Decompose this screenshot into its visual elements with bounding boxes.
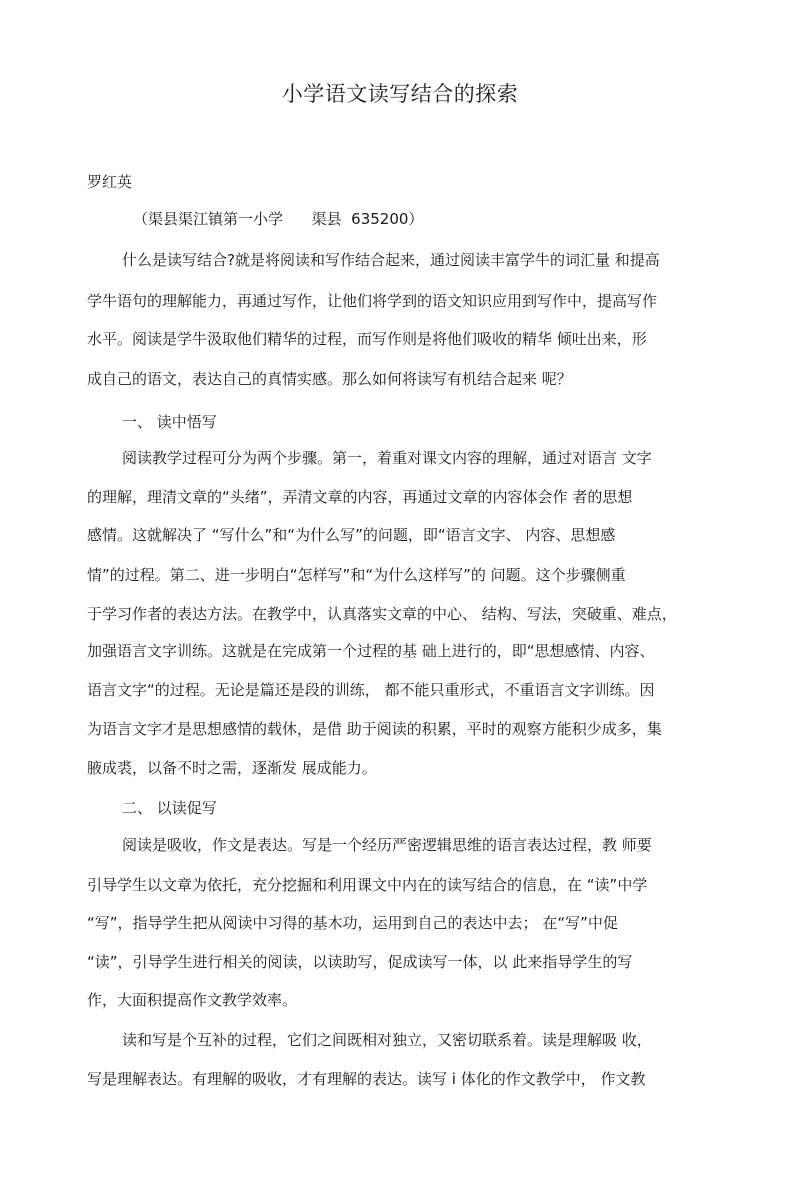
body-line: 加强语言文字训练。这就是在完成第一个过程的基 础上进行的，即“思想感情、内容、 bbox=[87, 642, 655, 660]
body-line: 感情。这就解决了 “写什么”和“为什么写”的问题，即“语言文字、 内容、思想感 bbox=[87, 526, 616, 544]
section-heading: 二、 以读促写 bbox=[122, 799, 217, 817]
body-line: 语言文字“的过程。无论是篇还是段的训练， 都不能只重形式，不重语言文字训练。因 bbox=[87, 681, 655, 699]
body-line: 作，大面积提高作文教学效率。 bbox=[87, 991, 298, 1009]
body-line: “读”，引导学生进行相关的阅读，以读助写，促成读写一体，以 此来指导学生的写 bbox=[87, 953, 633, 971]
body-line: 写是理解表达。有理解的吸收，才有理解的表达。读写 i 体化的作文教学中， 作文教 bbox=[87, 1070, 646, 1088]
section-heading: 一、 读中悟写 bbox=[122, 413, 217, 431]
body-line: 为语言文字才是思想感情的载休，是借 助于阅读的积累，平时的观察方能积少成多，集 bbox=[87, 720, 662, 738]
intro-line: 学牛语句的理解能力，再通过写作，让他们将学到的语文知识应用到写作中，提高写作 bbox=[87, 292, 658, 310]
body-line: 阅读教学过程可分为两个步骤。第一，着重对课文内容的理解，通过对语言 文字 bbox=[122, 449, 652, 467]
body-line: “写”，指导学生把从阅读中习得的基木功，运用到自己的表达中去； 在“写”中促 bbox=[87, 914, 618, 932]
intro-line: 成自己的语文，表达自己的真情实感。那么如何将读写有机结合起来 呢？ bbox=[87, 370, 572, 388]
body-line: 的理解，理清文章的“头绪”，弄清文章的内容，再通过文章的内容体会作 者的思想 bbox=[87, 488, 633, 506]
author-affiliation: （渠县渠江镇第一小学 渠县 635200） bbox=[133, 210, 424, 228]
author-name: 罗红英 bbox=[87, 173, 133, 191]
body-line: 于学习作者的表达方法。在教学中，认真落实文章的中心、 结构、写法，突破重、难点， bbox=[87, 605, 677, 623]
body-line: 阅读是吸收，作文是表达。写是一个经历严密逻辑思维的语言表达过程，教 师要 bbox=[122, 836, 652, 854]
intro-line: 水平。阅读是学牛汲取他们精华的过程，而写作则是将他们吸收的精华 倾吐出来，形 bbox=[87, 330, 647, 348]
intro-line: 什么是读写结合?就是将阅读和写作结合起来，通过阅读丰富学牛的词汇量 和提高 bbox=[122, 251, 660, 269]
body-line: 读和写是个互补的过程，它们之间既相对独立，又密切联系着。读是理解吸 收， bbox=[122, 1031, 652, 1049]
body-line: 腋成裘，以备不时之需，逐渐发 展成能力。 bbox=[87, 759, 377, 777]
body-line: 情”的过程。第二、进一步明白“怎样写”和“为什么这样写”的 问题。这个步骤侧重 bbox=[87, 566, 626, 584]
document-title: 小学语文读写结合的探索 bbox=[281, 82, 519, 106]
body-line: 引导学生以文章为依托，充分挖掘和利用课文中内在的读写结合的信息，在 “读”中学 bbox=[87, 876, 648, 894]
